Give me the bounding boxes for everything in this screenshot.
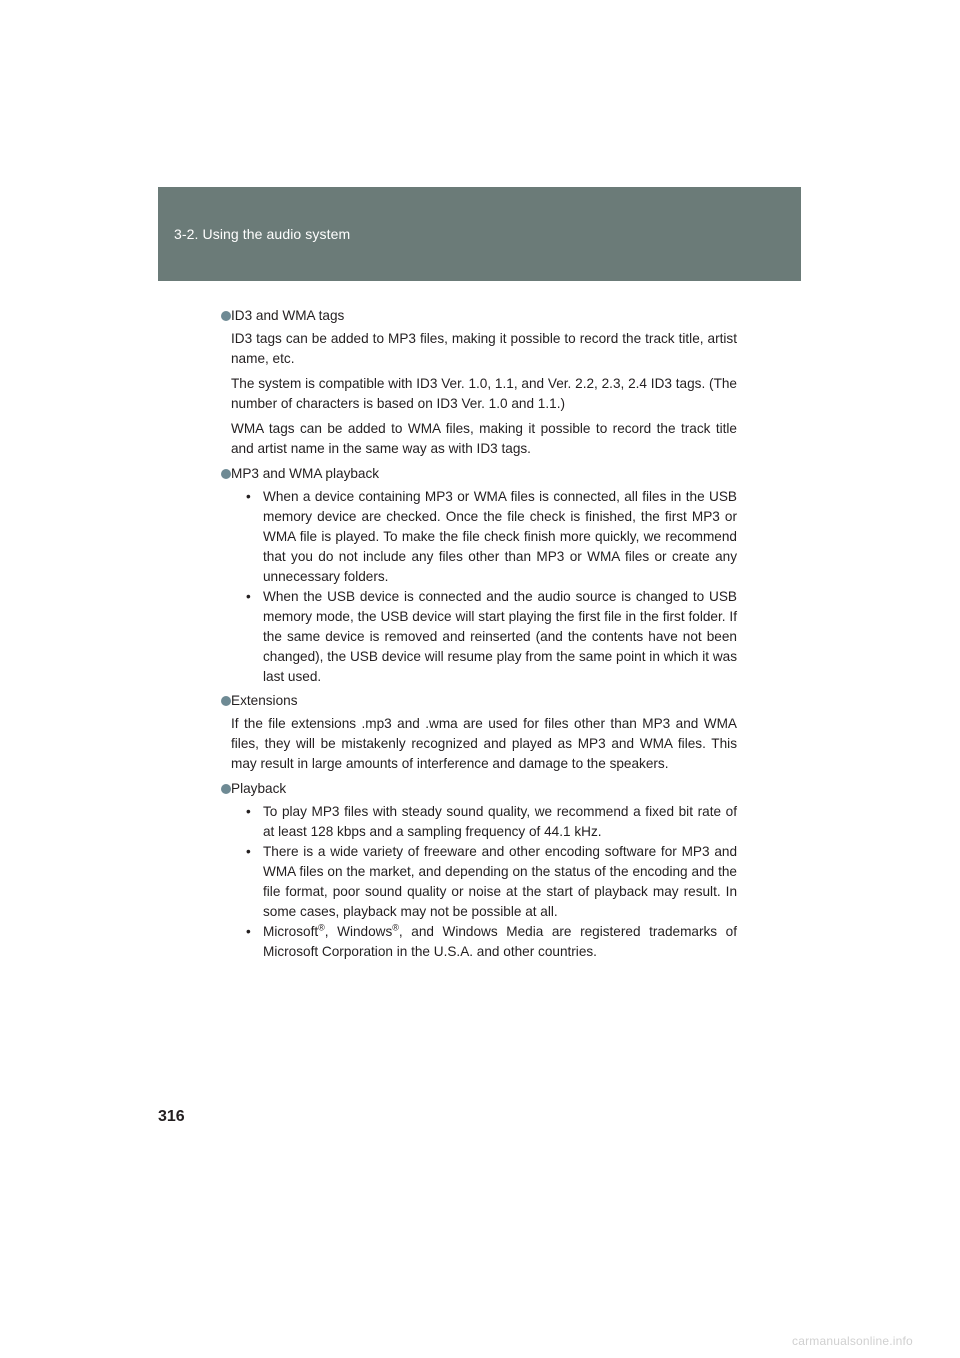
list-item-text: When the USB device is connected and the audio source is changed to USB memory mode, the USB device will start playing the first file in the first folder. If the same device is removed and reinserted (and the contents have not been changed), the USB device will resume play from the same point in which it was last used.: [263, 589, 737, 684]
trademark-text-windows: , Windows: [324, 924, 393, 939]
bullet-list: [213, 802, 737, 962]
section-title: ID3 and WMA tags: [231, 308, 345, 323]
bullet-dot-icon: •: [246, 489, 251, 504]
bullet-circle-icon: [221, 784, 231, 794]
registered-mark: ®: [392, 922, 399, 933]
chapter-title: 3-2. Using the audio system: [174, 226, 351, 242]
bullet-dot-icon: •: [246, 924, 251, 939]
section-title: Extensions: [231, 693, 298, 708]
list-item-text: To play MP3 files with steady sound quality, we recommend a fixed bit rate of at least 128 kbps and a sampling frequency of 44.1 kHz.: [263, 804, 737, 839]
list-item-text: There is a wide variety of freeware and other encoding software for MP3 and WMA files on the market, and depending on the status of the encoding and the file format, poor sound quality or noise at the start of playback may result. In some cases, playback may not be possible at all.: [263, 844, 737, 919]
registered-mark: ®: [318, 922, 325, 933]
section-title: MP3 and WMA playback: [231, 466, 380, 481]
list-item: [246, 842, 737, 922]
list-item: [246, 802, 737, 842]
bullet-circle-icon: [221, 311, 231, 321]
section-heading: [213, 306, 737, 326]
paragraph: WMA tags can be added to WMA files, making it possible to record the track title and artist name in the same way as with ID3 tags.: [231, 421, 737, 456]
bullet-dot-icon: •: [246, 589, 251, 604]
list-item: [246, 587, 737, 687]
page-number: 316: [158, 1108, 185, 1125]
list-item: [246, 487, 737, 587]
paragraph: If the file extensions .mp3 and .wma are used for files other than MP3 and WMA files, they will be mistakenly recognized and played as MP3 and WMA files. This may result in large amounts of interference and damage to the speakers.: [231, 716, 737, 771]
bullet-dot-icon: •: [246, 844, 251, 859]
section-heading: [213, 779, 737, 799]
section-heading: [213, 464, 737, 484]
section-heading: [213, 691, 737, 711]
bullet-dot-icon: •: [246, 804, 251, 819]
bullet-circle-icon: [221, 696, 231, 706]
trademark-text-microsoft: Microsoft: [263, 924, 319, 939]
section-id3-wma-tags: [213, 306, 737, 459]
paragraph: ID3 tags can be added to MP3 files, making it possible to record the track title, artist name, etc.: [231, 331, 737, 366]
watermark: carmanualsonline.info: [792, 1334, 913, 1348]
section-mp3-wma-playback: [213, 464, 737, 687]
section-extensions: [213, 691, 737, 774]
page-content: [213, 306, 737, 966]
bullet-circle-icon: [221, 469, 231, 479]
chapter-header-band: [158, 187, 801, 281]
trademark-text-rest: , and Windows Media are registered trademarks of Microsoft Corporation in the U.S.A. and other countries.: [263, 924, 737, 959]
list-item-text: When a device containing MP3 or WMA files is connected, all files in the USB memory device are checked. Once the file check is finished, the first MP3 or WMA file is played. To make the file check finish more quickly, we recommend that you do not include any files other than MP3 or WMA files or create any unnecessary folders.: [263, 489, 737, 584]
bullet-list: [213, 487, 737, 687]
trademark-item: [246, 922, 737, 962]
section-playback: [213, 779, 737, 962]
paragraph: The system is compatible with ID3 Ver. 1.0, 1.1, and Ver. 2.2, 2.3, 2.4 ID3 tags. (The number of characters is based on ID3 Ver. 1.0 and 1.1.): [231, 376, 737, 411]
section-title: Playback: [231, 781, 287, 796]
